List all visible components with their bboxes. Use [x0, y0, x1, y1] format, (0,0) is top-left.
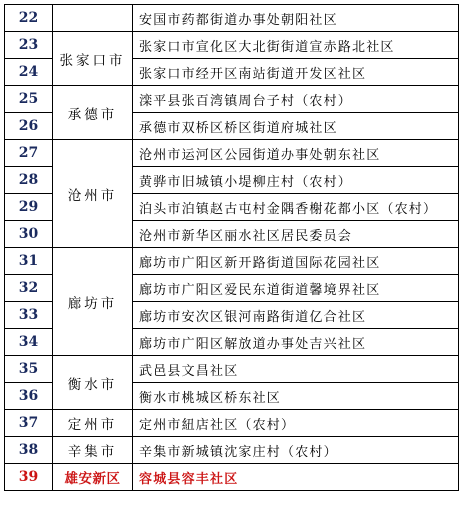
row-number: 26	[5, 113, 53, 140]
community-cell: 廊坊市安次区银河南路街道亿合社区	[133, 302, 459, 329]
table-row	[5, 86, 459, 113]
row-number: 37	[5, 410, 53, 437]
city-cell: 承德市	[53, 86, 133, 140]
table-row	[5, 140, 459, 167]
community-cell: 衡水市桃城区桥东社区	[133, 383, 459, 410]
community-cell: 廊坊市广阳区新开路街道国际花园社区	[133, 248, 459, 275]
row-number: 33	[5, 302, 53, 329]
community-table	[4, 4, 459, 491]
community-cell: 泊头市泊镇赵古屯村金隅香榭花都小区（农村）	[133, 194, 459, 221]
community-cell: 定州市紐店社区（农村）	[133, 410, 459, 437]
row-number: 28	[5, 167, 53, 194]
table-row	[5, 32, 459, 59]
table-row	[5, 437, 459, 464]
row-number: 36	[5, 383, 53, 410]
row-number: 38	[5, 437, 53, 464]
table-row	[5, 5, 459, 32]
city-cell: 张家口市	[53, 32, 133, 86]
row-number: 24	[5, 59, 53, 86]
table-row-highlighted	[5, 464, 459, 491]
table-row	[5, 248, 459, 275]
community-cell: 廊坊市广阳区解放道办事处吉兴社区	[133, 329, 459, 356]
community-cell: 黄骅市旧城镇小堤柳庄村（农村）	[133, 167, 459, 194]
city-cell: 沧州市	[53, 140, 133, 248]
community-cell: 滦平县张百湾镇周台子村（农村）	[133, 86, 459, 113]
city-cell: 衡水市	[53, 356, 133, 410]
community-cell: 容城县容丰社区	[133, 464, 459, 491]
community-cell: 安国市药都街道办事处朝阳社区	[133, 5, 459, 32]
city-cell: 辛集市	[53, 437, 133, 464]
row-number: 23	[5, 32, 53, 59]
community-cell: 张家口市宣化区大北街街道宣赤路北社区	[133, 32, 459, 59]
row-number: 34	[5, 329, 53, 356]
community-cell: 武邑县文昌社区	[133, 356, 459, 383]
table-row	[5, 356, 459, 383]
row-number: 39	[5, 464, 53, 491]
city-cell: 定州市	[53, 410, 133, 437]
city-cell: 雄安新区	[53, 464, 133, 491]
row-number: 30	[5, 221, 53, 248]
city-cell: 廊坊市	[53, 248, 133, 356]
community-cell: 沧州市运河区公园街道办事处朝东社区	[133, 140, 459, 167]
row-number: 22	[5, 5, 53, 32]
row-number: 31	[5, 248, 53, 275]
table-row	[5, 410, 459, 437]
city-cell	[53, 5, 133, 32]
row-number: 35	[5, 356, 53, 383]
community-cell: 廊坊市广阳区爱民东道街道馨境界社区	[133, 275, 459, 302]
community-cell: 承德市双桥区桥区街道府城社区	[133, 113, 459, 140]
row-number: 27	[5, 140, 53, 167]
row-number: 25	[5, 86, 53, 113]
row-number: 29	[5, 194, 53, 221]
community-cell: 沧州市新华区丽水社区居民委员会	[133, 221, 459, 248]
row-number: 32	[5, 275, 53, 302]
community-cell: 辛集市新城镇沈家庄村（农村）	[133, 437, 459, 464]
community-cell: 张家口市经开区南站街道开发区社区	[133, 59, 459, 86]
